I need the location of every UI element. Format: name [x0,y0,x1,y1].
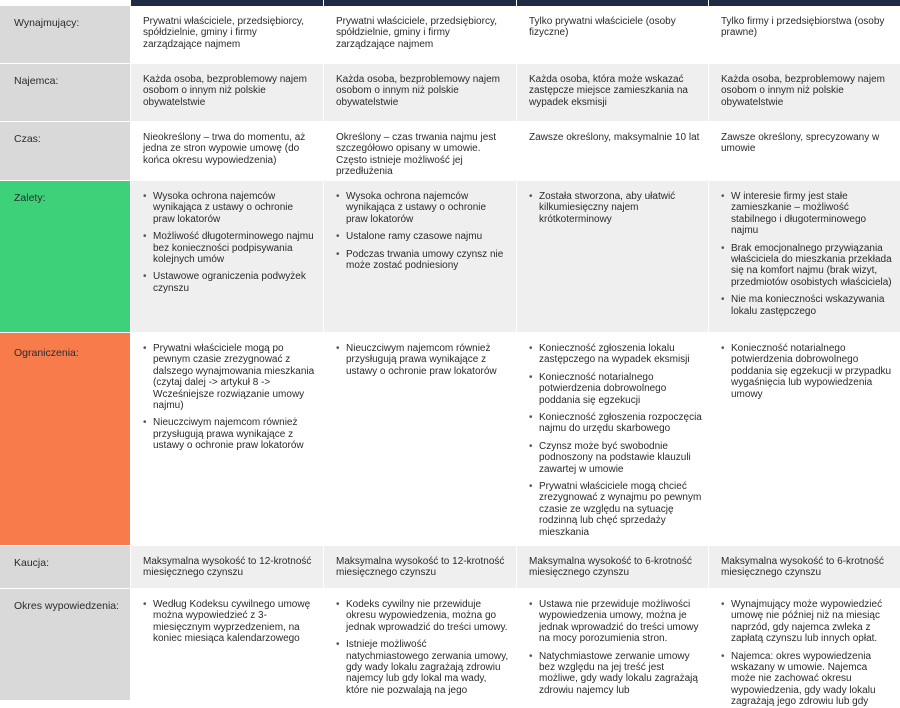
table-cell [517,546,708,588]
table-cell [517,333,708,545]
list-item: • Podczas trwania umowy czynsz nie może zostać podniesiony [336,249,510,272]
list-item: • Prywatni właściciele mogą chcieć zrezygnować z wynajmu po pewnym czasie ze względu na sytuację rodzinną lub chęć sprzedaży mieszkania [529,481,702,538]
row-label: Ograniczenia: [0,333,130,545]
row-najemca [0,64,900,121]
bullet-list [529,599,702,696]
bullet-list [143,343,317,452]
list-item: • Ustawa nie przewiduje możliwości wypowiedzenia umowy, można je jednak wprowadzić do treści umowy na mocy porozumienia stron. [529,599,702,645]
list-item: • Według Kodeksu cywilnego umowę można wypowiedzieć z 3-miesięcznym wyprzedzeniem, na koniec miesiąca kalendarzowego [143,599,317,645]
table-cell [517,122,708,180]
bullet-list [529,191,702,225]
cell-text: Tylko firmy i przedsiębiorstwa (osoby prawne) [721,16,885,39]
list-item: • Konieczność notarialnego potwierdzenia dobrowolnego poddania się egzekucji [529,372,702,406]
row-label: Najemca: [0,64,130,121]
cell-text: Prywatni właściciele, przedsiębiorcy, spółdzielnie, gminy i firmy zarządzające najmem [143,16,304,50]
row-zalety [0,181,900,332]
list-item: • Ustawowe ograniczenia podwyżek czynszu [143,271,317,294]
table-cell [131,333,323,545]
row-label: Wynajmujący: [0,6,130,63]
bullet-list [721,343,894,400]
table-cell [131,64,323,121]
table-cell [517,64,708,121]
table-cell [131,181,323,332]
table-cell [709,546,900,588]
list-item: • Istnieje możliwość natychmiastowego zerwania umowy, gdy wady lokalu zagrażają zdrowiu najemcy lub gdy lokal ma wady, które nie pozwalają na jego [336,639,510,696]
table-cell [324,6,516,63]
list-item: • Prywatni właściciele mogą po pewnym czasie zrezygnować z dalszego wynajmowania mieszkania (czytaj dalej -> artykuł 8 -> Wcześniejsze rozwiązanie umowy najmu) [143,343,317,411]
row-ograniczenia [0,333,900,545]
row-label: Okres wypowiedzenia: [0,589,130,700]
list-item: • Wysoka ochrona najemców wynikająca z ustawy o ochronie praw lokatorów [143,191,317,225]
cell-text: Zawsze określony, sprecyzowany w umowie [721,132,880,155]
cell-text: Każda osoba, bezproblemowy najem osobom o innym niż polskie obywatelstwie [336,74,500,108]
list-item: • Nieuczciwym najemcom również przysługują prawa wynikające z ustawy o ochronie praw lokatorów [336,343,510,377]
table-cell [517,589,708,700]
list-item: • W interesie firmy jest stałe zamieszkanie – możliwość stabilnego i długoterminowego najmu [721,191,894,237]
row-okres-wypowiedzenia [0,589,900,708]
table-cell [324,122,516,180]
cell-text: Określony – czas trwania najmu jest szczegółowo opisany w umowie. Często istnieje możliwość jej przedłużenia [336,132,497,178]
table-cell [709,181,900,332]
list-item: • Konieczność notarialnego potwierdzenia dobrowolnego poddania się egzekucji w przypadku wygaśnięcia lub wypowiedzenia umowy [721,343,894,400]
list-item: • Brak emocjonalnego przywiązania właściciela do mieszkania przekłada się na komfort najmu (brak wizyt, przedmiotów osobistych właściciela) [721,243,894,289]
table-cell [324,181,516,332]
table-cell [131,6,323,63]
table-cell [709,6,900,63]
list-item: • Konieczność zgłoszenia lokalu zastępczego na wypadek eksmisji [529,343,702,366]
table-cell [517,6,708,63]
table-cell [709,64,900,121]
bullet-list [336,191,510,271]
table-cell [324,589,516,700]
cell-text: Maksymalna wysokość to 6-krotność miesięcznego czynszu [529,556,692,579]
bullet-list [336,599,510,696]
table-cell [324,64,516,121]
cell-text: Każda osoba, bezproblemowy najem osobom o innym niż polskie obywatelstwie [721,74,885,108]
table-cell [131,546,323,588]
bullet-list [721,191,894,317]
row-label: Czas: [0,122,130,180]
cell-text: Maksymalna wysokość to 6-krotność miesięcznego czynszu [721,556,884,579]
bullet-list [336,343,510,377]
list-item: • Kodeks cywilny nie przewiduje okresu wypowiedzenia, można go jednak wprowadzić do treści umowy. [336,599,510,633]
list-item: • Czynsz może być swobodnie podnoszony na podstawie klauzuli zawartej w umowie [529,441,702,475]
table-cell [324,333,516,545]
table-cell [131,122,323,180]
cell-text: Prywatni właściciele, przedsiębiorcy, spółdzielnie, gminy i firmy zarządzające najmem [336,16,497,50]
cell-text: Tylko prywatni właściciele (osoby fizyczne) [529,16,676,39]
table-cell [517,181,708,332]
list-item: • Konieczność zgłoszenia rozpoczęcia najmu do urzędu skarbowego [529,412,702,435]
table-cell [709,333,900,545]
row-kaucja [0,546,900,588]
bullet-list [143,191,317,294]
list-item: • Nieuczciwym najemcom również przysługują prawa wynikające z ustawy o ochronie praw lokatorów [143,417,317,451]
table-cell [324,546,516,588]
row-label: Zalety: [0,181,130,332]
bullet-list [529,343,702,538]
cell-text: Zawsze określony, maksymalnie 10 lat [529,132,700,143]
list-item: • Została stworzona, aby ułatwić kilkumiesięczny najem krótkoterminowy [529,191,702,225]
row-label: Kaucja: [0,546,130,588]
list-item: • Ustalone ramy czasowe najmu [336,231,510,242]
cell-text: Każda osoba, która może wskazać zastępcze miejsce zamieszkania na wypadek eksmisji [529,74,688,108]
bullet-list [143,599,317,645]
bullet-list [721,599,894,708]
cell-text: Nieokreślony – trwa do momentu, aż jedna ze stron wypowie umowę (do końca okresu wypowiedzenia) [143,132,306,166]
row-wynajmujacy [0,6,900,63]
table-cell [131,589,323,700]
list-item: • Możliwość długoterminowego najmu bez konieczności podpisywania kolejnych umów [143,231,317,265]
list-item: • Nie ma konieczności wskazywania lokalu zastępczego [721,294,894,317]
list-item: • Wysoka ochrona najemców wynikająca z ustawy o ochronie praw lokatorów [336,191,510,225]
list-item: • Natychmiastowe zerwanie umowy bez względu na jej treść jest możliwe, gdy wady lokalu zagrażają zdrowiu najemcy lub [529,651,702,697]
cell-text: Maksymalna wysokość to 12-krotność miesięcznego czynszu [143,556,312,579]
list-item: • Najemca: okres wypowiedzenia wskazany w umowie. Najemca może nie zachować okresu wypowiedzenia, gdy wady lokalu zagrażają jego zdrowiu lub gdy [721,651,894,708]
cell-text: Każda osoba, bezproblemowy najem osobom o innym niż polskie obywatelstwie [143,74,307,108]
row-czas [0,122,900,180]
table-cell [709,122,900,180]
list-item: • Wynajmujący może wypowiedzieć umowę nie później niż na miesiąc naprzód, gdy najemca zwleka z zapłatą czynszu lub innych opłat. [721,599,894,645]
table-cell [709,589,900,708]
cell-text: Maksymalna wysokość to 12-krotność miesięcznego czynszu [336,556,505,579]
